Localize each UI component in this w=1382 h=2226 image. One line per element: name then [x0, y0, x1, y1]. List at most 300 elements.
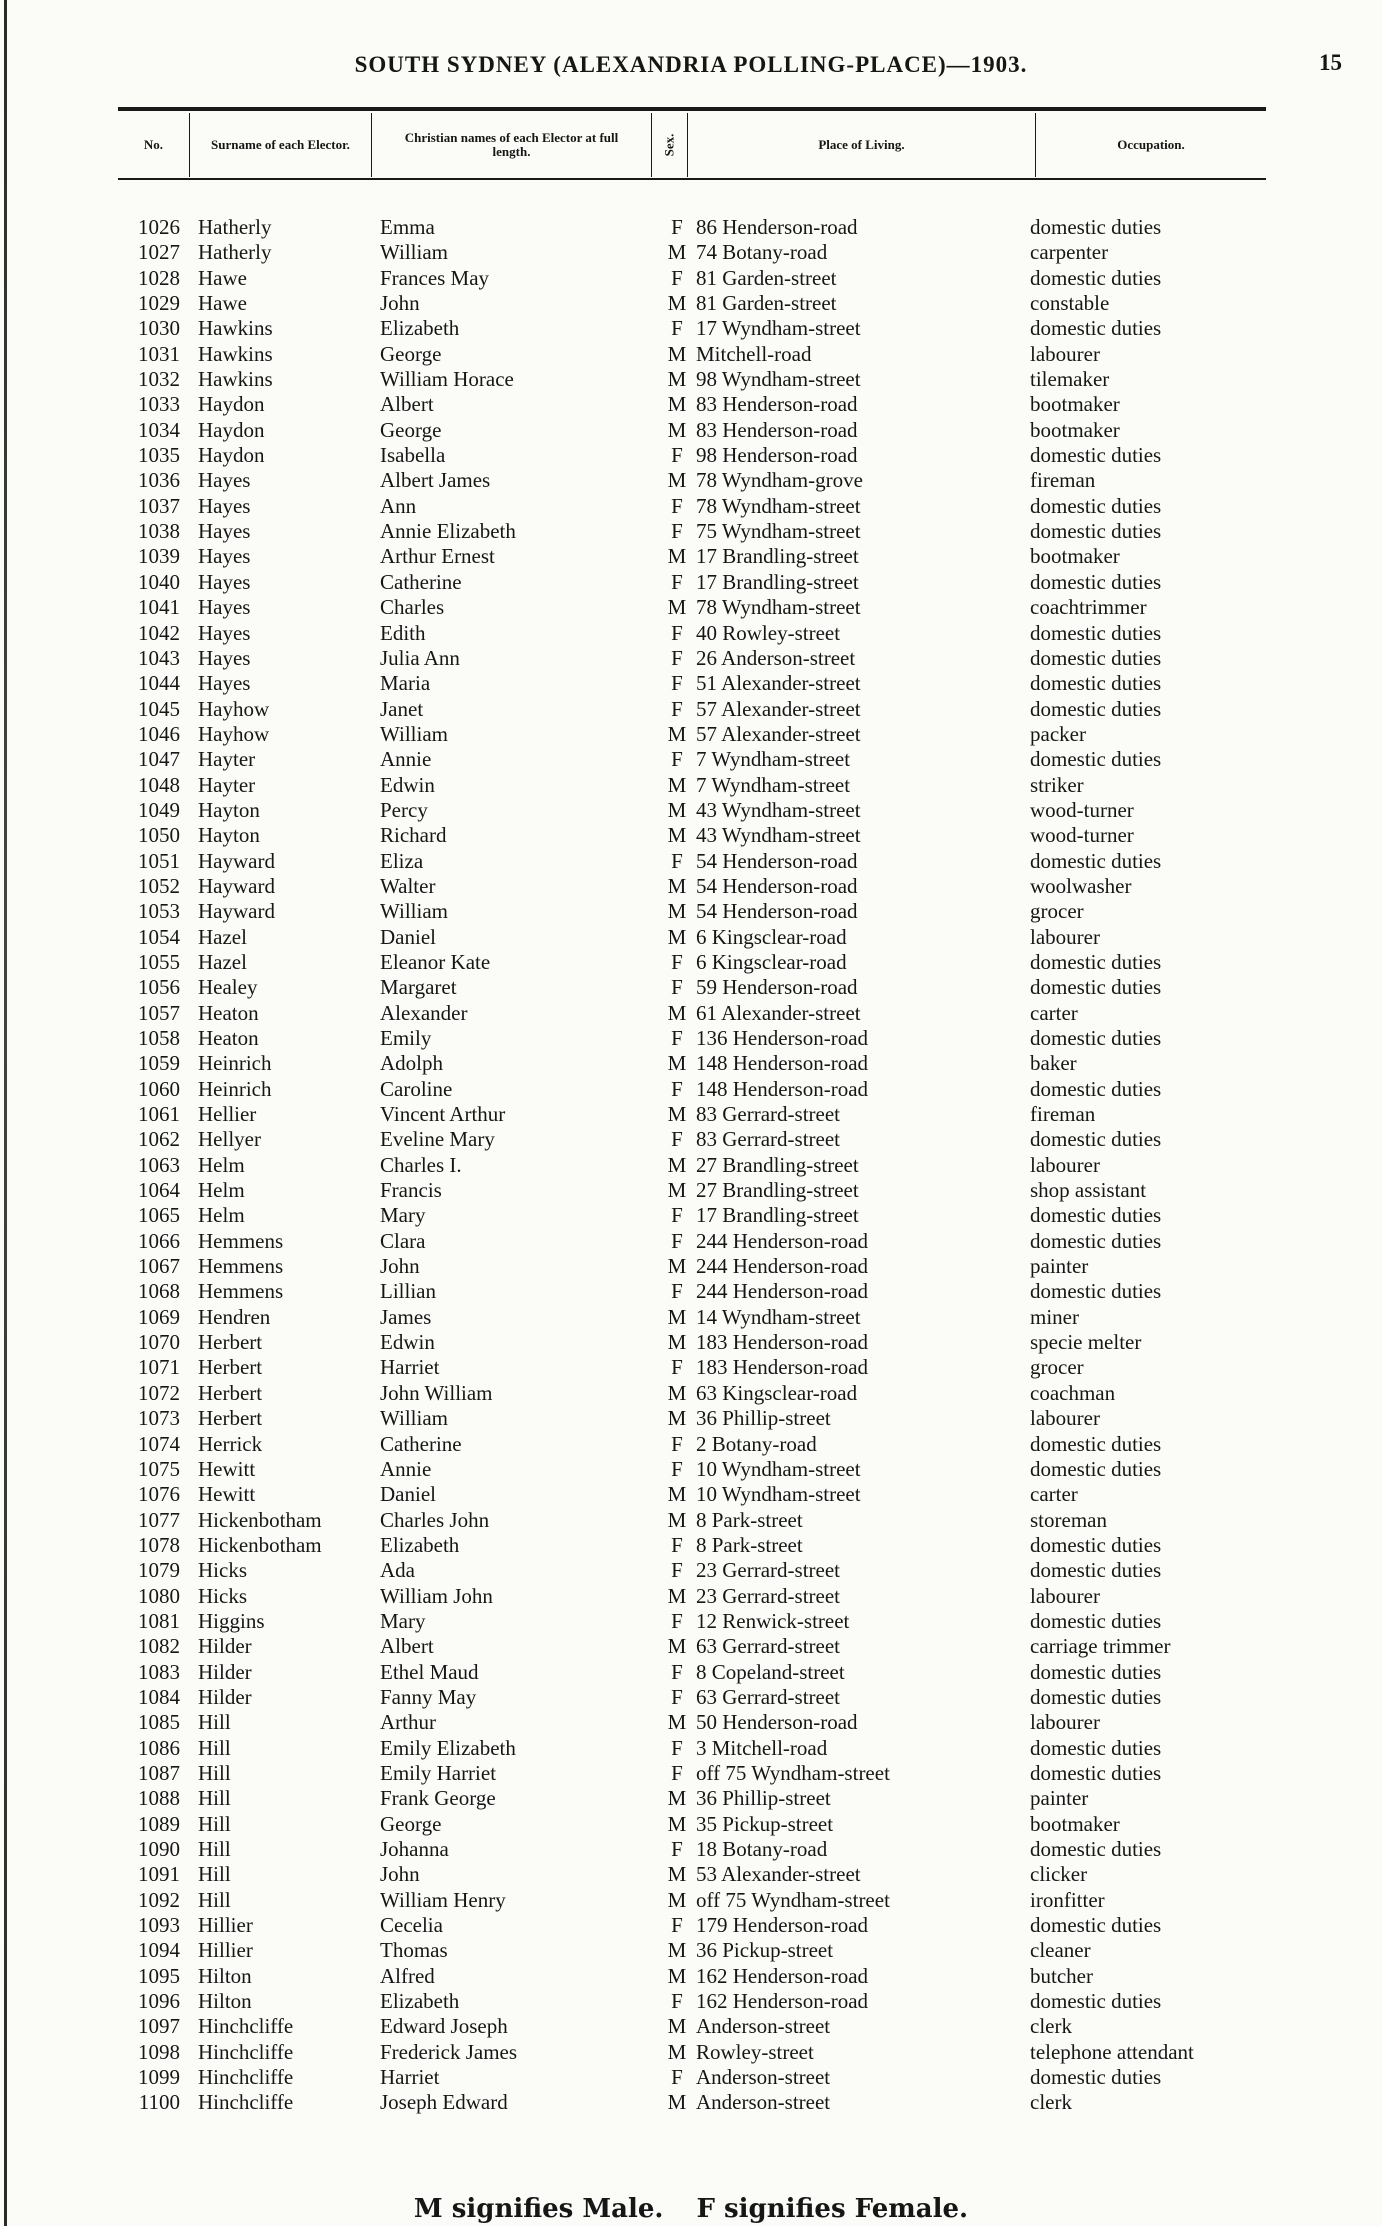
table-row: [0, 874, 1382, 899]
elector-sex: F: [671, 620, 683, 645]
elector-occupation: domestic duties: [1030, 1837, 1162, 1861]
table-row: [0, 215, 1382, 240]
table-row: [0, 1229, 1382, 1254]
elector-sex: F: [671, 645, 683, 670]
elector-place-of-living: 27 Brandling-street: [696, 1178, 859, 1203]
table-row: [0, 1254, 1382, 1279]
table-row: [0, 798, 1382, 823]
elector-sex: M: [667, 823, 687, 848]
elector-place-of-living: 3 Mitchell-road: [696, 1735, 828, 1760]
page-number: 15: [1319, 50, 1342, 75]
elector-surname: Hill: [198, 1710, 231, 1735]
elector-number: 1067: [138, 1254, 180, 1279]
elector-place-of-living: 148 Henderson-road: [696, 1051, 869, 1076]
table-row: [0, 1178, 1382, 1203]
table-row: [0, 1508, 1382, 1533]
table-row: [0, 1964, 1382, 1989]
elector-place-of-living: 10 Wyndham-street: [696, 1482, 861, 1507]
elector-place-of-living: 61 Alexander-street: [696, 1000, 861, 1025]
elector-number: 1083: [138, 1659, 180, 1684]
elector-number: 1086: [138, 1735, 180, 1760]
elector-occupation: bootmaker: [1030, 392, 1120, 417]
elector-number: 1054: [138, 924, 180, 949]
elector-surname: Hicks: [198, 1558, 247, 1583]
elector-place-of-living: 7 Wyndham-street: [696, 747, 851, 772]
elector-place-of-living: 6 Kingsclear-road: [696, 949, 847, 974]
elector-number: 1047: [138, 747, 180, 772]
column-headers: [118, 113, 1266, 177]
elector-place-of-living: Rowley-street: [696, 2039, 814, 2064]
table-row: [0, 1051, 1382, 1076]
elector-number: 1085: [138, 1710, 180, 1735]
elector-place-of-living: 179 Henderson-road: [696, 1913, 869, 1938]
elector-occupation: fireman: [1030, 468, 1096, 493]
elector-place-of-living: 59 Henderson-road: [696, 975, 858, 1000]
elector-place-of-living: 7 Wyndham-street: [696, 772, 851, 797]
elector-occupation: clerk: [1030, 2090, 1072, 2115]
elector-occupation: wood-turner: [1030, 823, 1134, 848]
table-row: [0, 1888, 1382, 1913]
table-row: [0, 1913, 1382, 1938]
elector-christian-names: John: [380, 1254, 420, 1279]
elector-surname: Hill: [198, 1786, 231, 1811]
elector-place-of-living: 12 Renwick-street: [696, 1608, 850, 1633]
elector-christian-names: George: [380, 417, 442, 442]
table-row: [0, 621, 1382, 646]
elector-christian-names: Elizabeth: [380, 1532, 460, 1557]
table-row: [0, 899, 1382, 924]
elector-occupation: domestic duties: [1030, 1558, 1162, 1583]
elector-surname: Haydon: [198, 392, 265, 417]
elector-place-of-living: 23 Gerrard-street: [696, 1583, 841, 1608]
elector-sex: M: [667, 291, 687, 316]
elector-occupation: domestic duties: [1030, 1760, 1162, 1785]
elector-sex: F: [671, 975, 683, 1000]
elector-number: 1095: [138, 1963, 180, 1988]
elector-surname: Hayes: [198, 468, 251, 493]
elector-surname: Hawe: [198, 291, 247, 316]
elector-place-of-living: 83 Henderson-road: [696, 392, 858, 417]
elector-place-of-living: 244 Henderson-road: [696, 1279, 869, 1304]
elector-surname: Hill: [198, 1735, 231, 1760]
elector-sex: F: [671, 1760, 683, 1785]
elector-occupation: carriage trimmer: [1030, 1634, 1171, 1659]
elector-occupation: ironfitter: [1030, 1887, 1105, 1912]
elector-occupation: grocer: [1030, 899, 1084, 924]
table-row: [0, 1989, 1382, 2014]
elector-surname: Hicks: [198, 1583, 247, 1608]
elector-occupation: telephone attendant: [1030, 2039, 1194, 2064]
elector-number: 1089: [138, 1811, 180, 1836]
elector-surname: Hill: [198, 1887, 231, 1912]
elector-sex: M: [667, 595, 687, 620]
elector-surname: Herbert: [198, 1380, 263, 1405]
elector-occupation: grocer: [1030, 1355, 1084, 1380]
elector-christian-names: Fanny May: [380, 1684, 477, 1709]
elector-sex: M: [667, 924, 687, 949]
elector-sex: F: [671, 1279, 683, 1304]
elector-surname: Hayes: [198, 645, 251, 670]
header-rule-top: [118, 107, 1266, 111]
column-header-sex: [652, 113, 688, 177]
elector-sex: M: [667, 1178, 687, 1203]
elector-christian-names: John: [380, 1862, 420, 1887]
elector-place-of-living: 36 Phillip-street: [696, 1786, 831, 1811]
table-row: [0, 1355, 1382, 1380]
table-row: [0, 1862, 1382, 1887]
table-row: [0, 1938, 1382, 1963]
elector-surname: Hayward: [198, 899, 275, 924]
elector-place-of-living: 83 Gerrard-street: [696, 1127, 841, 1152]
table-row: [0, 1026, 1382, 1051]
elector-number: 1039: [138, 544, 180, 569]
elector-christian-names: Clara: [380, 1228, 426, 1253]
elector-number: 1058: [138, 1026, 180, 1050]
elector-surname: Hayes: [198, 595, 251, 620]
table-row: [0, 823, 1382, 848]
elector-christian-names: Frances May: [380, 265, 490, 290]
elector-sex: M: [667, 468, 687, 493]
elector-surname: Hayhow: [198, 696, 270, 721]
elector-sex: M: [667, 1710, 687, 1735]
elector-christian-names: Emily Harriet: [380, 1760, 497, 1785]
elector-surname: Hinchcliffe: [198, 2090, 294, 2115]
elector-occupation: domestic duties: [1030, 1026, 1162, 1050]
elector-place-of-living: off 75 Wyndham-street: [696, 1760, 890, 1785]
elector-surname: Hayter: [198, 772, 256, 797]
elector-sex: F: [671, 1026, 683, 1050]
elector-sex: M: [667, 1330, 687, 1355]
legend-male: M signifies Male.: [413, 2194, 664, 2224]
elector-number: 1032: [138, 367, 180, 392]
table-row: [0, 1837, 1382, 1862]
elector-surname: Heinrich: [198, 1076, 272, 1101]
elector-occupation: woolwasher: [1030, 873, 1132, 898]
elector-number: 1087: [138, 1760, 180, 1785]
elector-surname: Hilton: [198, 1989, 252, 2014]
elector-christian-names: Mary: [380, 1608, 426, 1633]
elector-number: 1079: [138, 1558, 180, 1583]
elector-number: 1082: [138, 1634, 180, 1659]
elector-surname: Hilder: [198, 1659, 252, 1684]
elector-occupation: domestic duties: [1030, 620, 1162, 645]
elector-place-of-living: 50 Henderson-road: [696, 1710, 858, 1735]
elector-occupation: labourer: [1030, 1710, 1100, 1735]
elector-occupation: carpenter: [1030, 240, 1109, 265]
elector-christian-names: Cecelia: [380, 1913, 443, 1938]
elector-christian-names: Elizabeth: [380, 1989, 460, 2014]
elector-surname: Hayhow: [198, 721, 270, 746]
elector-occupation: domestic duties: [1030, 1228, 1162, 1253]
elector-christian-names: Annie: [380, 747, 432, 772]
elector-christian-names: Frank George: [380, 1786, 496, 1811]
elector-surname: Hayes: [198, 493, 251, 518]
elector-number: 1048: [138, 772, 180, 797]
elector-place-of-living: 51 Alexander-street: [696, 671, 861, 696]
table-row: [0, 1533, 1382, 1558]
elector-surname: Hayward: [198, 848, 275, 873]
column-header-sex-label: Sex.: [661, 133, 677, 157]
elector-surname: Hinchcliffe: [198, 2039, 294, 2064]
elector-number: 1026: [138, 215, 180, 239]
elector-number: 1061: [138, 1102, 180, 1127]
table-row: [0, 1736, 1382, 1761]
elector-surname: Herrick: [198, 1431, 263, 1456]
elector-occupation: domestic duties: [1030, 1735, 1162, 1760]
elector-place-of-living: 83 Henderson-road: [696, 417, 858, 442]
elector-surname: Hewitt: [198, 1456, 256, 1481]
elector-number: 1033: [138, 392, 180, 417]
elector-surname: Hill: [198, 1760, 231, 1785]
elector-christian-names: Alexander: [380, 1000, 468, 1025]
elector-place-of-living: 63 Gerrard-street: [696, 1634, 841, 1659]
page-title: SOUTH SYDNEY (ALEXANDRIA POLLING-PLACE)—1903.: [354, 52, 1028, 77]
elector-occupation: labourer: [1030, 924, 1100, 949]
running-head: [0, 52, 1382, 86]
elector-surname: Hillier: [198, 1913, 253, 1938]
elector-sex: F: [671, 493, 683, 518]
elector-number: 1028: [138, 265, 180, 290]
elector-number: 1076: [138, 1482, 180, 1507]
elector-occupation: tilemaker: [1030, 367, 1110, 392]
elector-place-of-living: 98 Henderson-road: [696, 443, 858, 468]
table-row: [0, 544, 1382, 569]
elector-sex: M: [667, 1102, 687, 1127]
elector-place-of-living: 183 Henderson-road: [696, 1355, 869, 1380]
elector-occupation: shop assistant: [1030, 1178, 1147, 1203]
elector-sex: F: [671, 1913, 683, 1938]
elector-number: 1070: [138, 1330, 180, 1355]
elector-surname: Hayes: [198, 519, 251, 544]
elector-christian-names: Frederick James: [380, 2039, 518, 2064]
elector-number: 1091: [138, 1862, 180, 1887]
table-row: [0, 646, 1382, 671]
elector-number: 1098: [138, 2039, 180, 2064]
elector-christian-names: Eveline Mary: [380, 1127, 495, 1152]
elector-number: 1036: [138, 468, 180, 493]
elector-sex: F: [671, 848, 683, 873]
elector-sex: M: [667, 544, 687, 569]
elector-surname: Hickenbotham: [198, 1532, 322, 1557]
table-row: [0, 1609, 1382, 1634]
elector-number: 1052: [138, 873, 180, 898]
elector-place-of-living: 43 Wyndham-street: [696, 797, 861, 822]
elector-surname: Hayter: [198, 747, 256, 772]
elector-occupation: domestic duties: [1030, 1076, 1162, 1101]
elector-christian-names: Edith: [380, 620, 426, 645]
elector-place-of-living: 183 Henderson-road: [696, 1330, 869, 1355]
elector-occupation: packer: [1030, 721, 1086, 746]
elector-occupation: painter: [1030, 1786, 1089, 1811]
elector-number: 1094: [138, 1938, 180, 1963]
elector-occupation: carter: [1030, 1000, 1078, 1025]
elector-surname: Hewitt: [198, 1482, 256, 1507]
elector-christian-names: James: [380, 1304, 432, 1329]
elector-number: 1093: [138, 1913, 180, 1938]
elector-surname: Helm: [198, 1178, 245, 1203]
elector-sex: F: [671, 1456, 683, 1481]
elector-occupation: baker: [1030, 1051, 1077, 1076]
elector-occupation: coachman: [1030, 1380, 1116, 1405]
elector-surname: Haydon: [198, 443, 265, 468]
elector-christian-names: William Henry: [380, 1887, 506, 1912]
elector-occupation: wood-turner: [1030, 797, 1134, 822]
elector-christian-names: Harriet: [380, 2065, 440, 2090]
elector-occupation: domestic duties: [1030, 519, 1162, 544]
table-row: [0, 1482, 1382, 1507]
elector-occupation: cleaner: [1030, 1938, 1091, 1963]
elector-place-of-living: 6 Kingsclear-road: [696, 924, 847, 949]
table-row: [0, 468, 1382, 493]
elector-sex: M: [667, 1938, 687, 1963]
elector-list: [0, 215, 1382, 2116]
elector-number: 1056: [138, 975, 180, 1000]
elector-christian-names: Albert James: [380, 468, 491, 493]
elector-number: 1035: [138, 443, 180, 468]
elector-number: 1053: [138, 899, 180, 924]
elector-surname: Hellyer: [198, 1127, 261, 1152]
elector-sex: F: [671, 949, 683, 974]
elector-occupation: fireman: [1030, 1102, 1096, 1127]
table-row: [0, 1001, 1382, 1026]
elector-christian-names: Mary: [380, 1203, 426, 1228]
elector-number: 1027: [138, 240, 180, 265]
elector-sex: M: [667, 1583, 687, 1608]
elector-place-of-living: 63 Gerrard-street: [696, 1684, 841, 1709]
elector-place-of-living: 40 Rowley-street: [696, 620, 841, 645]
elector-place-of-living: 63 Kingsclear-road: [696, 1380, 858, 1405]
elector-christian-names: Isabella: [380, 443, 446, 468]
elector-occupation: labourer: [1030, 1583, 1100, 1608]
elector-occupation: domestic duties: [1030, 316, 1162, 341]
elector-sex: F: [671, 1735, 683, 1760]
elector-surname: Hatherly: [198, 240, 272, 265]
elector-occupation: domestic duties: [1030, 949, 1162, 974]
table-row: [0, 570, 1382, 595]
elector-number: 1071: [138, 1355, 180, 1380]
elector-occupation: domestic duties: [1030, 1989, 1162, 2014]
column-header-occupation: Occupation.: [1117, 137, 1185, 152]
elector-christian-names: William: [380, 240, 448, 265]
elector-christian-names: Margaret: [380, 975, 457, 1000]
elector-number: 1040: [138, 569, 180, 594]
elector-place-of-living: 17 Brandling-street: [696, 1203, 859, 1228]
elector-sex: M: [667, 1786, 687, 1811]
elector-occupation: domestic duties: [1030, 569, 1162, 594]
elector-place-of-living: 17 Wyndham-street: [696, 316, 861, 341]
table-row: [0, 1077, 1382, 1102]
table-row: [0, 291, 1382, 316]
elector-sex: M: [667, 772, 687, 797]
elector-occupation: domestic duties: [1030, 975, 1162, 1000]
elector-number: 1077: [138, 1507, 180, 1532]
table-row: [0, 1812, 1382, 1837]
elector-surname: Herbert: [198, 1355, 263, 1380]
table-row: [0, 595, 1382, 620]
elector-number: 1043: [138, 645, 180, 670]
table-row: [0, 1634, 1382, 1659]
elector-sex: F: [671, 215, 683, 239]
elector-surname: Hayes: [198, 620, 251, 645]
table-row: [0, 392, 1382, 417]
elector-christian-names: Richard: [380, 823, 447, 848]
elector-sex: M: [667, 1963, 687, 1988]
elector-place-of-living: 26 Anderson-street: [696, 645, 856, 670]
elector-sex: M: [667, 1811, 687, 1836]
elector-christian-names: Eliza: [380, 848, 424, 873]
elector-sex: F: [671, 1837, 683, 1861]
elector-sex: M: [667, 341, 687, 366]
elector-place-of-living: 54 Henderson-road: [696, 848, 858, 873]
table-row: [0, 519, 1382, 544]
table-row: [0, 266, 1382, 291]
elector-place-of-living: 36 Phillip-street: [696, 1406, 831, 1431]
elector-place-of-living: 8 Park-street: [696, 1532, 803, 1557]
elector-sex: M: [667, 367, 687, 392]
elector-number: 1084: [138, 1684, 180, 1709]
elector-number: 1031: [138, 341, 180, 366]
elector-sex: F: [671, 1608, 683, 1633]
elector-surname: Hinchcliffe: [198, 2014, 294, 2039]
elector-sex: M: [667, 873, 687, 898]
elector-place-of-living: 98 Wyndham-street: [696, 367, 861, 392]
elector-sex: F: [671, 671, 683, 696]
elector-number: 1100: [138, 2090, 180, 2115]
table-row: [0, 1457, 1382, 1482]
elector-place-of-living: 78 Wyndham-grove: [696, 468, 863, 493]
elector-surname: Hayton: [198, 823, 260, 848]
elector-occupation: carter: [1030, 1482, 1078, 1507]
elector-number: 1081: [138, 1608, 180, 1633]
elector-occupation: domestic duties: [1030, 1279, 1162, 1304]
table-row: [0, 240, 1382, 265]
elector-number: 1057: [138, 1000, 180, 1025]
elector-place-of-living: Anderson-street: [696, 2065, 831, 2090]
elector-surname: Hatherly: [198, 215, 272, 239]
elector-sex: M: [667, 1507, 687, 1532]
elector-sex: M: [667, 1051, 687, 1076]
elector-number: 1049: [138, 797, 180, 822]
elector-occupation: domestic duties: [1030, 1431, 1162, 1456]
table-row: [0, 1710, 1382, 1735]
elector-christian-names: Charles: [380, 595, 445, 620]
elector-surname: Helm: [198, 1203, 245, 1228]
elector-occupation: domestic duties: [1030, 1203, 1162, 1228]
elector-occupation: constable: [1030, 291, 1110, 316]
table-row: [0, 1558, 1382, 1583]
elector-sex: M: [667, 2090, 687, 2115]
elector-occupation: domestic duties: [1030, 696, 1162, 721]
elector-number: 1045: [138, 696, 180, 721]
elector-number: 1078: [138, 1532, 180, 1557]
elector-occupation: domestic duties: [1030, 1532, 1162, 1557]
table-row: [0, 2065, 1382, 2090]
table-row: [0, 342, 1382, 367]
elector-christian-names: Adolph: [380, 1051, 443, 1076]
elector-surname: Hayes: [198, 544, 251, 569]
table-row: [0, 975, 1382, 1000]
elector-surname: Hazel: [198, 924, 247, 949]
elector-surname: Hickenbotham: [198, 1507, 322, 1532]
elector-sex: M: [667, 2014, 687, 2039]
elector-christian-names: Charles John: [380, 1507, 490, 1532]
elector-occupation: clerk: [1030, 2014, 1072, 2039]
elector-surname: Herbert: [198, 1330, 263, 1355]
elector-sex: F: [671, 1203, 683, 1228]
elector-christian-names: Julia Ann: [380, 645, 460, 670]
elector-christian-names: Ada: [380, 1558, 415, 1583]
elector-christian-names: John William: [380, 1380, 493, 1405]
